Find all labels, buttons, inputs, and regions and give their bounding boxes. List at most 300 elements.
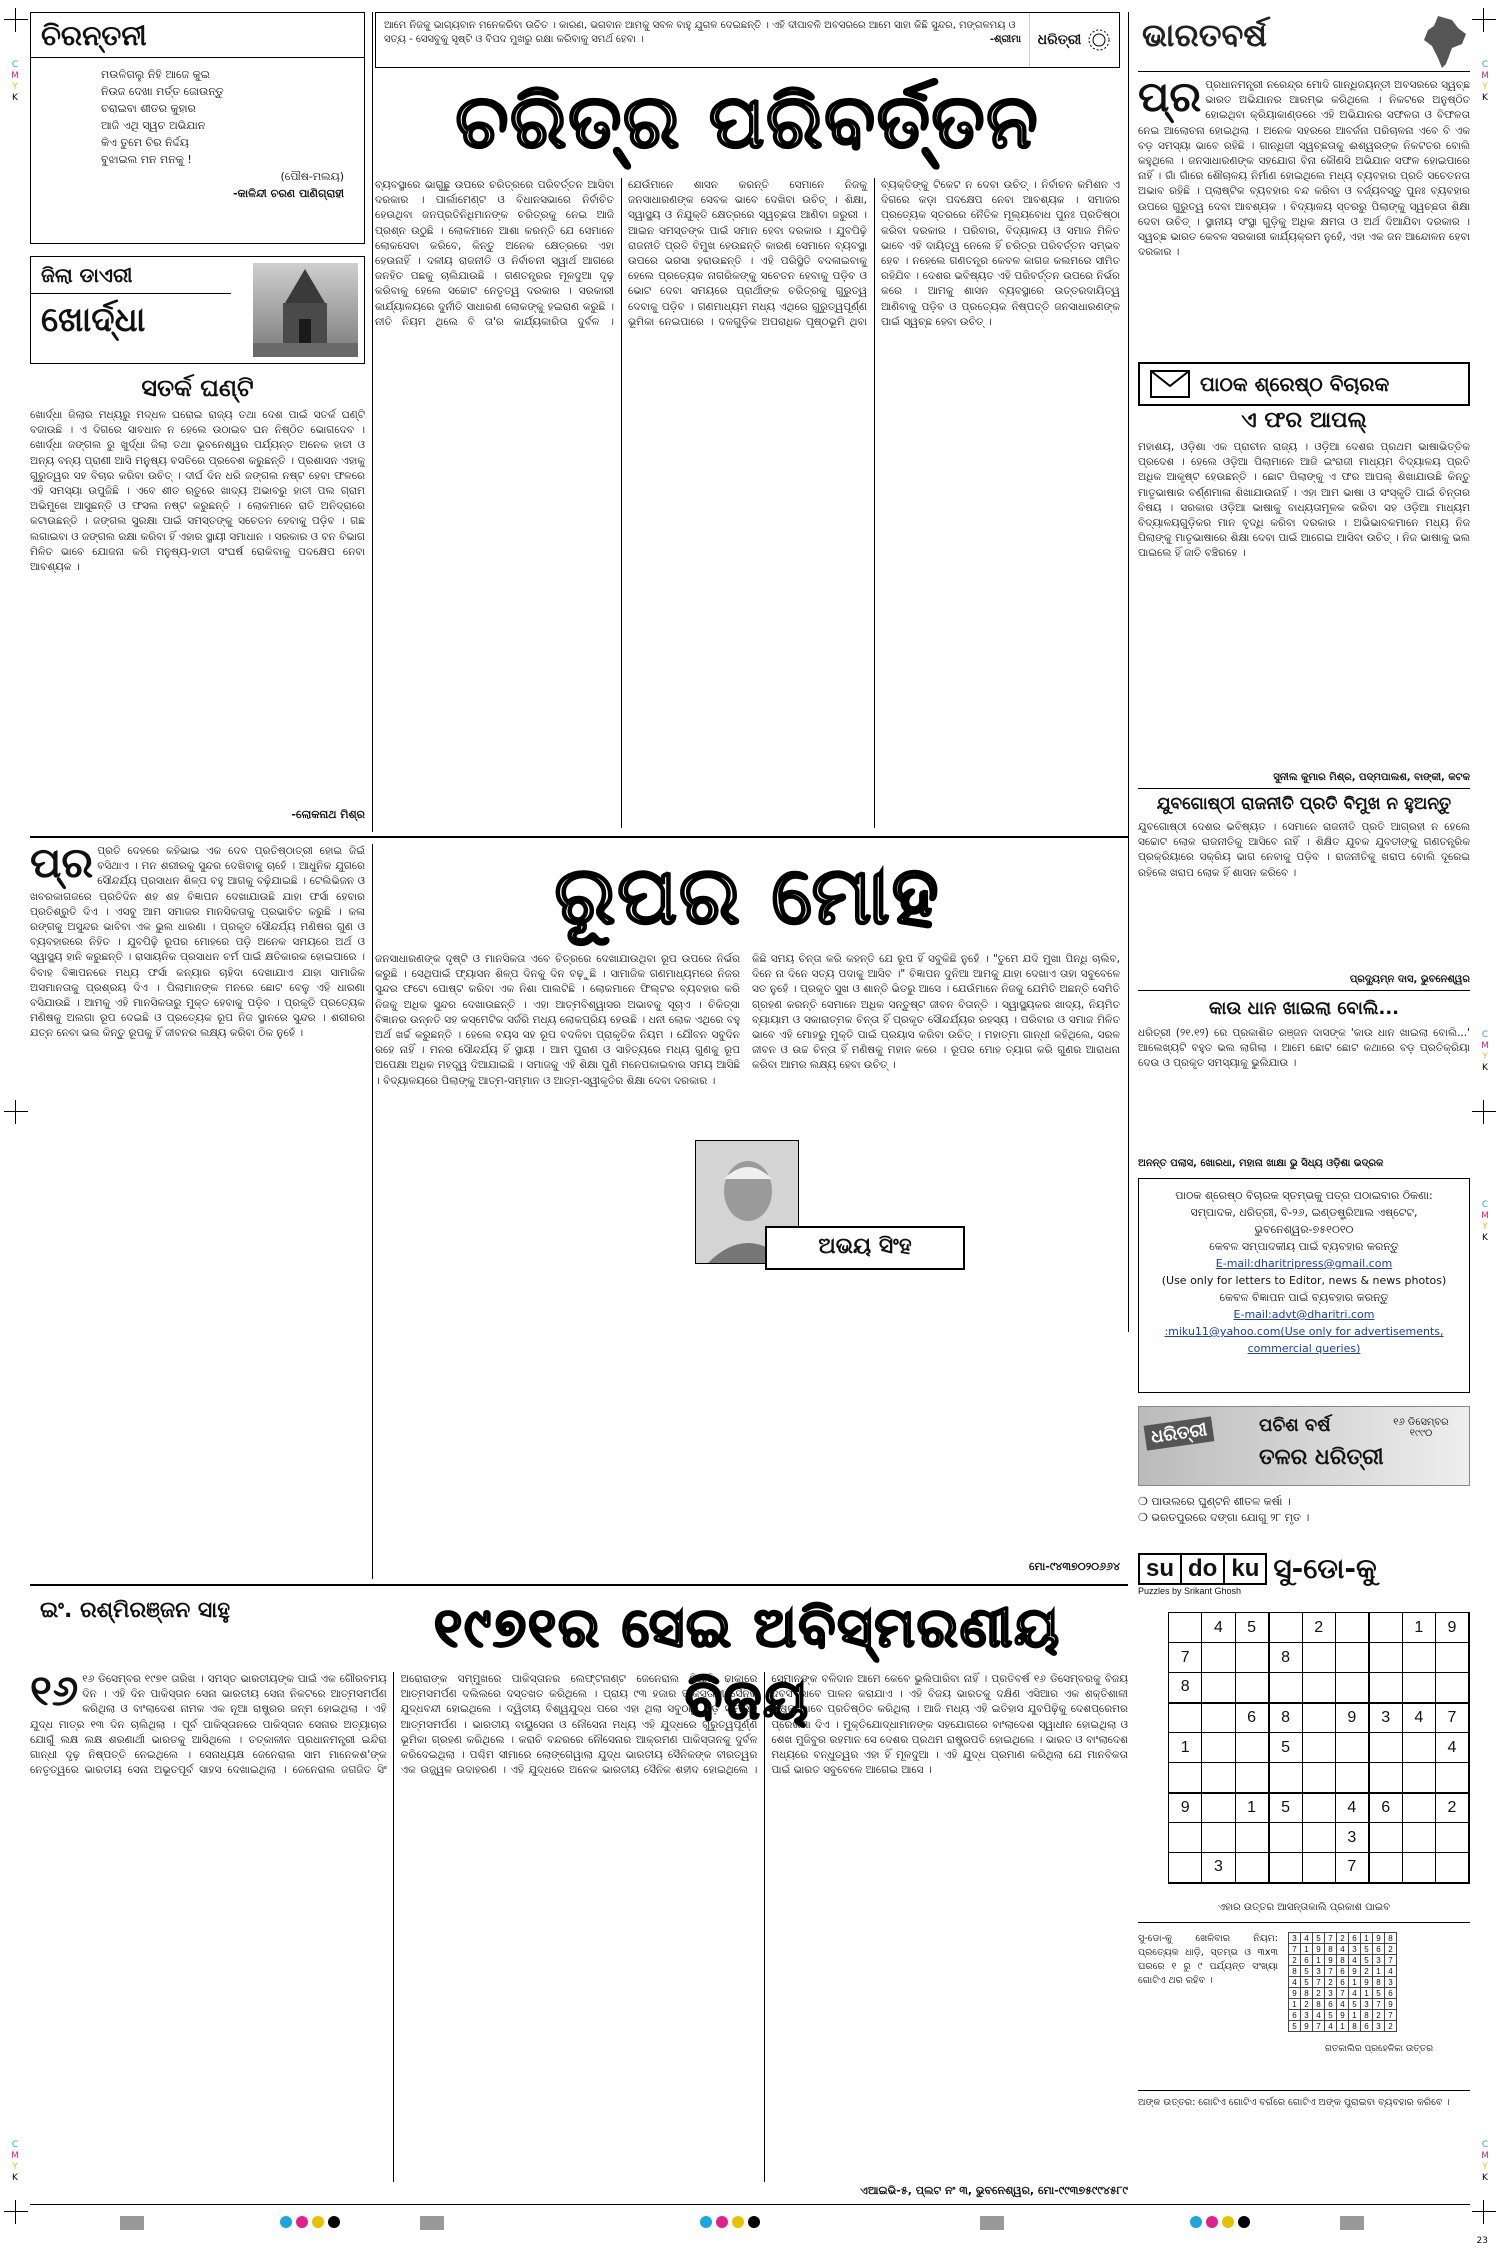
sudoku-cell[interactable]: 4 bbox=[1202, 1613, 1235, 1643]
sudoku-cell[interactable] bbox=[1302, 1853, 1335, 1883]
sudoku-cell[interactable] bbox=[1402, 1733, 1435, 1763]
sudoku-cell[interactable] bbox=[1335, 1673, 1368, 1703]
sudoku-cell[interactable] bbox=[1235, 1853, 1268, 1883]
dropcap: ପ୍ର bbox=[30, 844, 94, 887]
sudoku-cell[interactable] bbox=[1302, 1643, 1335, 1673]
solution-cell: 9 bbox=[1361, 1977, 1373, 1988]
sudoku-cell[interactable] bbox=[1335, 1763, 1368, 1793]
sudoku-cell[interactable] bbox=[1335, 1643, 1368, 1673]
letter2-body bbox=[1138, 820, 1470, 970]
sudoku-cell[interactable] bbox=[1235, 1673, 1268, 1703]
letter2-author: ପ୍ରଦ୍ୟୁମ୍ନ ଦାସ, ଭୁବନେଶ୍ୱର bbox=[1349, 974, 1470, 985]
registration-mark-right-mid2: C M Y K bbox=[1481, 1200, 1489, 1243]
sudoku-cell[interactable] bbox=[1369, 1643, 1402, 1673]
letter2-title: ଯୁବଗୋଷ୍ଠୀ ରାଜନୀତି ପ୍ରତି ବିମୁଖ ନ ହୁଅନ୍ତୁ bbox=[1156, 794, 1452, 814]
solution-cell: 5 bbox=[1325, 2010, 1337, 2021]
sudoku-grid[interactable] bbox=[1168, 1612, 1470, 1884]
sudoku-cell[interactable]: 6 bbox=[1369, 1793, 1402, 1823]
sudoku-cell[interactable] bbox=[1402, 1673, 1435, 1703]
solution-cell: 1 bbox=[1361, 1933, 1373, 1944]
article3-byline: ଇଂ. ରଶ୍ମିରଞ୍ଜନ ସାହୁ bbox=[40, 1598, 231, 1623]
quote-body: ଆମେ ନିଜକୁ ଭାଗ୍ୟବାନ ମନେକରିବା ଉଚିତ । କାରଣ, ଭଗବାନ ଆମକୁ ସବଳ ବାହୁ ଯୁଗଳ ଦେଇଛନ୍ତି । ଏହି ଦୀପାବଳି ଅବସରରେ ଆମେ ସାହା କିଛି ସୁନ୍ଦର, ମଙ୍ଗଳମୟ ଓ ସତ୍ୟ - ସେସବୁକୁ ସୃଷ୍ଟି ଓ ବିପଦ ମୁଖରୁ ରକ୍ଷା କରିବାକୁ ସମର୍ଥ ହେବା । bbox=[384, 20, 1016, 45]
sudoku-cell[interactable] bbox=[1202, 1673, 1235, 1703]
solution-cell: 1 bbox=[1349, 2010, 1361, 2021]
registration-mark-right: C M Y K bbox=[1481, 60, 1489, 103]
sudoku-solution bbox=[1288, 1932, 1397, 2032]
section-title: ଭାରତବର୍ଷ bbox=[1142, 16, 1267, 54]
flashback-title1: ପଚିଶ ବର୍ଷ bbox=[1259, 1415, 1331, 1436]
contact-email1[interactable]: E-mail:dharitripress@gmail.com bbox=[1215, 1257, 1393, 1270]
sudoku-cell[interactable] bbox=[1369, 1733, 1402, 1763]
letters-header bbox=[1138, 362, 1470, 406]
color-bar bbox=[1340, 2216, 1364, 2230]
solution-cell: 2 bbox=[1385, 2021, 1397, 2032]
quote-banner bbox=[375, 12, 1120, 68]
article2-right-text: କିଛି ସମୟ ଚିନ୍ତା କରି କହନ୍ତି ଯେ ରୂପ ହିଁ ସବୁକିଛି ନୁହେଁ । "ତୁମେ ଯଦି ମୁଖା ପିନ୍ଧି ଚାଲିବ, ଦିନେ ନା ଦିନେ ସତ୍ୟ ପଦାକୁ ଆସିବ ।" ବିଜ୍ଞାପନ ଦୁନିଆ ଆମକୁ ଯାହା ଦେଖାଏ ତାହା ସବୁବେଳେ ସତ ନୁହେଁ । ପ୍ରକୃତ ସୁଖ ଓ ଶାନ୍ତି ଭିତରୁ ଆସେ । ଯେଉଁମାନେ ନିଜକୁ ଯେମିତି ଅଛନ୍ତି ସେମିତି ଗ୍ରହଣ କରନ୍ତି ସେମାନେ ଅଧିକ ସନ୍ତୁଷ୍ଟ ଜୀବନ ବିତାନ୍ତି । ସ୍ୱାସ୍ଥ୍ୟକର ଖାଦ୍ୟ, ନିୟମିତ ବ୍ୟାୟାମ ଓ ସକାରାତ୍ମକ ଚିନ୍ତା ହିଁ ପ୍ରକୃତ ସୌନ୍ଦର୍ଯ୍ୟର ରହସ୍ୟ । ପରିବାର ଓ ସମାଜ ମିଳିତ ଭାବେ ଏହି ମୋହରୁ ମୁକ୍ତି ପାଇଁ ପ୍ରୟାସ କରିବା ଉଚିତ୍ । ମହାତ୍ମା ଗାନ୍ଧୀ କହିଥିଲେ, ସରଳ ଜୀବନ ଓ ଉଚ୍ଚ ଚିନ୍ତା ହିଁ ମଣିଷକୁ ମହାନ କରେ । ରୂପର ମୋହ ତ୍ୟାଗ କରି ଗୁଣର ଆରାଧନା କରିବା ଆମର ଲକ୍ଷ୍ୟ ହେବା ଉଚିତ୍ । bbox=[752, 953, 1120, 1072]
crop-mark bbox=[1472, 1100, 1496, 1124]
column-rule bbox=[1128, 12, 1129, 1332]
solution-cell: 6 bbox=[1301, 1955, 1313, 1966]
sudoku-cell[interactable] bbox=[1202, 1763, 1235, 1793]
solution-cell: 1 bbox=[1289, 1999, 1301, 2010]
sudoku-cell[interactable] bbox=[1269, 1853, 1302, 1883]
sudoku-cell[interactable] bbox=[1369, 1673, 1402, 1703]
sudoku-cell[interactable] bbox=[1436, 1673, 1470, 1703]
solution-cell: 1 bbox=[1361, 1988, 1373, 1999]
alert-title: ସତର୍କ ଘଣ୍ଟି bbox=[141, 374, 254, 402]
sudoku-cell[interactable]: 3 bbox=[1202, 1853, 1235, 1883]
sudoku-cell[interactable] bbox=[1436, 1643, 1470, 1673]
sudoku-cell[interactable]: 7 bbox=[1169, 1643, 1202, 1673]
contact-email3[interactable]: :miku11@yahoo.com(Use only for advertisements, commercial queries) bbox=[1164, 1325, 1444, 1355]
solution-cell: 4 bbox=[1349, 1988, 1361, 1999]
sudoku-cell[interactable]: 9 bbox=[1436, 1613, 1470, 1643]
solution-cell: 4 bbox=[1325, 2021, 1337, 2032]
sudoku-cell[interactable] bbox=[1169, 1823, 1202, 1853]
sudoku-cell[interactable] bbox=[1169, 1853, 1202, 1883]
color-bar bbox=[280, 2216, 340, 2230]
letter1-body-text: ମହାଶୟ, ଓଡ଼ିଶା ଏକ ପ୍ରାଚୀନ ରାଜ୍ୟ । ଓଡ଼ିଆ ଦେଶର ପ୍ରଥମ ଭାଷାଭିତ୍ତିକ ପ୍ରଦେଶ । ହେଲେ ଓଡ଼ିଆ ପିଲାମାନେ ଆଜି ଇଂରାଜୀ ମାଧ୍ୟମ ବିଦ୍ୟାଳୟ ପ୍ରତି ଅଧିକ ଆକୃଷ୍ଟ ହେଉଛନ୍ତି । ଛୋଟ ପିଲାଙ୍କୁ ଏ ଫର ଆପଲ୍ ଶିଖାଯାଉଛି କିନ୍ତୁ ମାତୃଭାଷାର ବର୍ଣ୍ଣମାଳା ଶିଖାଯାଉନାହିଁ । ଏହା ଆମ ଭାଷା ଓ ସଂସ୍କୃତି ପାଇଁ ଚିନ୍ତାର ବିଷୟ । ସରକାର ଓଡ଼ିଆ ଭାଷାକୁ ବାଧ୍ୟତାମୂଳକ କରିବା ସହ ଓଡ଼ିଆ ମାଧ୍ୟମ ବିଦ୍ୟାଳୟଗୁଡ଼ିକର ମାନ ବୃଦ୍ଧି କରିବା ଦରକାର । ଅଭିଭାବକମାନେ ମଧ୍ୟ ନିଜ ପିଲାଙ୍କୁ ମାତୃଭାଷାରେ ଶିକ୍ଷା ଦେବା ପାଇଁ ଆଗେଇ ଆସିବା ଉଚିତ୍ । ନିଜ ଭାଷାକୁ ଭଲ ପାଇଲେ ହିଁ ଜାତି ବଞ୍ଚିରହେ । bbox=[1138, 441, 1470, 560]
letter1-title: ଏ ଫର ଆପଲ୍ bbox=[1241, 408, 1367, 433]
sudoku-cell[interactable] bbox=[1302, 1823, 1335, 1853]
solution-cell: 2 bbox=[1337, 1933, 1349, 1944]
letter3-body-text: ଧରିତ୍ରୀ (୨୧.୧୨) ରେ ପ୍ରକାଶିତ ରଞ୍ଜନ ଦାସଙ୍କ 'କାଉ ଧାନ ଖାଇଲା ବୋଲି...' ଆଲେଖ୍ୟଟି ବହୁତ ଭଲ ଲାଗିଲା । ଆମେ ଛୋଟ ଛୋଟ କଥାରେ ବଡ଼ ପ୍ରତିକ୍ରିୟା ଦେଉ ଓ ପ୍ରକୃତ ସମସ୍ୟାକୁ ଭୁଲିଯାଉ । bbox=[1138, 1027, 1470, 1070]
sudoku-cell[interactable] bbox=[1402, 1643, 1435, 1673]
solution-cell: 9 bbox=[1325, 1955, 1337, 1966]
bharatbarsha-body-text: ପ୍ରଧାନମନ୍ତ୍ରୀ ନରେନ୍ଦ୍ର ମୋଦି ଗାନ୍ଧିଜୟନ୍ତୀ ଅବସରରେ ସ୍ୱଚ୍ଛ ଭାରତ ଅଭିଯାନର ଆରମ୍ଭ କରିଥିଲେ । ନିକଟରେ ଅନୁଷ୍ଠିତ ହୋଇଥିବା କ୍ରିୟାକାଣ୍ଡରେ ଏହି ଅଭିଯାନର ସଫଳତା ଓ ବିଫଳତା ନେଇ ଆଲୋଚନା ହୋଇଥିଲା । ଅନେକ ସହରରେ ଆବର୍ଜନା ପରିଚାଳନା ଏବେ ବି ଏକ ବଡ଼ ସମସ୍ୟା ଭାବେ ରହିଛି । ଗାନ୍ଧିଜୀ ସ୍ୱଚ୍ଛତାକୁ ଈଶ୍ୱରଙ୍କ ନିକଟତର ବୋଲି କହୁଥିଲେ । ଜନସାଧାରଣଙ୍କ ସହଯୋଗ ବିନା କୌଣସି ଅଭିଯାନ ସଫଳ ହୋଇପାରେ ନାହିଁ । ଗାଁ ଗାଁରେ ଶୌଚାଳୟ ନିର୍ମାଣ ହୋଇଥିଲେ ମଧ୍ୟ ବ୍ୟବହାର ପ୍ରତି ସଚେତନତା ଅଭାବ ରହିଛି । ପ୍ଲାଷ୍ଟିକ ବ୍ୟବହାର ବନ୍ଦ କରିବା ଓ ବର୍ଜ୍ୟବସ୍ତୁ ପୁନଃ ବ୍ୟବହାର ଉପରେ ଗୁରୁତ୍ୱ ଦେବା ଆବଶ୍ୟକ । ବିଦ୍ୟାଳୟ ସ୍ତରରୁ ପିଲାଙ୍କୁ ସ୍ୱଚ୍ଛତା ଶିକ୍ଷା ଦେବା ଉଚିତ୍ । ସ୍ଥାନୀୟ ସଂସ୍ଥା ଗୁଡ଼ିକୁ ଅଧିକ କ୍ଷମତା ଓ ଅର୍ଥ ଦିଆଯିବା ଦରକାର । ସ୍ୱଚ୍ଛ ଭାରତ କେବଳ ସରକାରୀ କାର୍ଯ୍ୟକ୍ରମ ନୁହେଁ, ଏହା ଏକ ଜନ ଆନ୍ଦୋଳନ ହେବା ଦରକାର । bbox=[1138, 79, 1470, 259]
solution-cell: 4 bbox=[1349, 1955, 1361, 1966]
sudoku-cell[interactable] bbox=[1235, 1763, 1268, 1793]
divider bbox=[1138, 2090, 1470, 2091]
solution-cell: 1 bbox=[1301, 1944, 1313, 1955]
registration-mark-right-mid: C M Y K bbox=[1481, 1030, 1489, 1073]
poem-line: ମଉଳିଗଲୁ ନିହି ଆଜେ କୁଇ bbox=[101, 68, 210, 81]
letter3-body bbox=[1138, 1026, 1470, 1156]
sudoku-cell[interactable]: 6 bbox=[1235, 1703, 1268, 1733]
poem-line: ଚରାଇବା ଶୀତର କୁହାର bbox=[101, 102, 196, 115]
color-bar bbox=[1190, 2216, 1250, 2230]
temple-icon bbox=[253, 263, 358, 357]
sudoku-cell[interactable]: 5 bbox=[1235, 1613, 1268, 1643]
district-label: ଜିଲା ଡାଏରୀ bbox=[31, 257, 231, 294]
contact-email-label: କେବଳ ସମ୍ପାଦକୀୟ ପାଇଁ ବ୍ୟବହାର କରନ୍ତୁ bbox=[1209, 1240, 1399, 1253]
flashback-date: ୧୬ ଡିସେମ୍ବର ୧୯୯୦ bbox=[1393, 1417, 1449, 1439]
sudoku-cell[interactable] bbox=[1369, 1613, 1402, 1643]
newspaper-page bbox=[30, 12, 1470, 2212]
article2-mid-text: ଜନସାଧାରଣଙ୍କ ଦୃଷ୍ଟି ଓ ମାନସିକତା ଏବେ ଚିତ୍ରରେ ଦେଖାଯାଉଥିବା ରୂପ ଉପରେ ନିର୍ଭର କରୁଛି । ସେଥିପାଇଁ ଫ୍ୟାସନ ଶିଳ୍ପ ଦିନକୁ ଦିନ ବଢ଼ୁଛି । ସାମାଜିକ ଗଣମାଧ୍ୟମରେ ନିଜର ସୁନ୍ଦର ଫଟୋ ପୋଷ୍ଟ କରିବା ଏକ ନିଶା ପାଲଟିଛି । ଲୋକମାନେ ଫିଲ୍ଟର ବ୍ୟବହାର କରି ନିଜକୁ ଅଧିକ ସୁନ୍ଦର ଦେଖାଉଛନ୍ତି । ଏହା ଆତ୍ମବିଶ୍ୱାସର ଅଭାବକୁ ସୂଚାଏ । ଚିକିତ୍ସା ବିଜ୍ଞାନର ଉନ୍ନତି ସହ କସ୍ମେଟିକ ସର୍ଜରି ମଧ୍ୟ ଲୋକପ୍ରିୟ ହେଉଛି । ଧନୀ ଲୋକ ଏଥିରେ ବହୁ ଅର୍ଥ ଖର୍ଚ୍ଚ କରୁଛନ୍ତି । ହେଲେ ବୟସ ସହ ରୂପ ବଦଳିବା ପ୍ରାକୃତିକ ନିୟମ । ଯୌବନ ସବୁଦିନ ରହେ ନାହିଁ । ମନର ସୌନ୍ଦର୍ଯ୍ୟ ହିଁ ସ୍ଥାୟୀ । ଆମ ପୁରାଣ ଓ ସାହିତ୍ୟରେ ମଧ୍ୟ ଗୁଣକୁ ରୂପ ଅପେକ୍ଷା ଅଧିକ ମହତ୍ତ୍ୱ ଦିଆଯାଇଛି । ସମାଜକୁ ଏହି ଶିକ୍ଷା ପୁଣି ମନେପକାଇବାର ସମୟ ଆସିଛି । ବିଦ୍ୟାଳୟରେ ପିଲାଙ୍କୁ ଆତ୍ମ-ସମ୍ମାନ ଓ ଆତ୍ମ-ସ୍ୱୀକୃତିର ଶିକ୍ଷା ଦେବା ଦରକାର । bbox=[375, 953, 740, 1087]
solution-cell: 4 bbox=[1337, 1944, 1349, 1955]
solution-cell: 9 bbox=[1385, 1999, 1397, 2010]
sudoku-cell[interactable] bbox=[1436, 1823, 1470, 1853]
sudoku-cell[interactable]: 8 bbox=[1269, 1703, 1302, 1733]
solution-cell: 8 bbox=[1337, 1955, 1349, 1966]
yellow-dot bbox=[1222, 2216, 1234, 2228]
contact-email2-label: କେବଳ ବିଜ୍ଞାପନ ପାଇଁ ବ୍ୟବହାର କରନ୍ତୁ bbox=[1219, 1291, 1389, 1304]
magenta-dot bbox=[296, 2216, 308, 2228]
solution-cell: 9 bbox=[1289, 1988, 1301, 1999]
sudoku-cell[interactable] bbox=[1402, 1823, 1435, 1853]
solution-cell: 9 bbox=[1349, 1966, 1361, 1977]
alert-author: -ଲୋକନାଥ ମିଶ୍ର bbox=[291, 808, 365, 821]
solution-cell: 3 bbox=[1349, 1944, 1361, 1955]
page-number: 23 bbox=[1476, 2236, 1488, 2246]
sudoku-cell[interactable] bbox=[1235, 1823, 1268, 1853]
solution-cell: 8 bbox=[1361, 2010, 1373, 2021]
solution-cell: 5 bbox=[1361, 1955, 1373, 1966]
sudoku-cell[interactable] bbox=[1269, 1613, 1302, 1643]
chirantani-title: ଚିରନ୍ତନୀ bbox=[31, 13, 364, 58]
article1-body bbox=[375, 178, 1120, 828]
letter3-title: କାଉ ଧାନ ଖାଇଲା ବୋଲି... bbox=[1209, 998, 1399, 1019]
chirantani-box bbox=[30, 12, 365, 244]
solution-cell: 1 bbox=[1313, 1955, 1325, 1966]
solution-cell: 2 bbox=[1373, 2010, 1385, 2021]
solution-cell: 9 bbox=[1337, 2010, 1349, 2021]
poem-poet: -କାଳିନ୍ଦୀ ଚରଣ ପାଣିଗ୍ରାହୀ bbox=[232, 187, 344, 200]
solution-cell: 2 bbox=[1289, 1955, 1301, 1966]
solution-cell: 7 bbox=[1325, 1966, 1337, 1977]
solution-cell: 6 bbox=[1385, 1988, 1397, 1999]
sudoku-cell[interactable] bbox=[1402, 1763, 1435, 1793]
cyan-dot bbox=[280, 2216, 292, 2228]
alert-article bbox=[30, 370, 365, 830]
color-bar bbox=[420, 2216, 444, 2230]
sudoku-cell[interactable]: 1 bbox=[1169, 1733, 1202, 1763]
article3-body bbox=[30, 1672, 1128, 2182]
sudoku-cell[interactable] bbox=[1269, 1673, 1302, 1703]
divider bbox=[1138, 1922, 1470, 1923]
quote-text bbox=[376, 13, 1029, 67]
poem-source: (ପୌଷ-ମଲୟ) bbox=[280, 170, 344, 183]
letter3-author: ଅନନ୍ତ ପଲାସ, ଖୋରଧା, ମହାନା ଖାକ୍ଷା ଭୁ ସିଧ୍ୟ ଓଡ଼ିଶା ଭଦ୍ରକ bbox=[1138, 1158, 1384, 1169]
sudoku-cell[interactable]: 7 bbox=[1335, 1853, 1368, 1883]
solution-cell: 8 bbox=[1349, 2021, 1361, 2032]
sudoku-cell[interactable] bbox=[1369, 1853, 1402, 1883]
envelope-icon bbox=[1150, 370, 1190, 398]
solution-cell: 6 bbox=[1361, 2021, 1373, 2032]
crop-mark bbox=[1472, 8, 1496, 32]
solution-cell: 7 bbox=[1313, 1977, 1325, 1988]
sun-emblem-icon bbox=[1087, 28, 1111, 52]
sudoku-answer-note: ଏହାର ଉତ୍ତର ଆସନ୍ତାକାଲି ପ୍ରକାଶ ପାଇବ bbox=[1217, 1902, 1391, 1913]
crop-mark bbox=[4, 1100, 28, 1124]
sudoku-cell[interactable]: 2 bbox=[1436, 1793, 1470, 1823]
solution-cell: 1 bbox=[1349, 1977, 1361, 1988]
sudoku-rules: ସୁ-ଡୋ-କୁ ଖେଳିବାର ନିୟମ: ପ୍ରତ୍ୟେକ ଧାଡ଼ି, ସ୍ତମ୍ଭ ଓ ୩x୩ ଘରରେ ୧ ରୁ ୯ ପର୍ଯ୍ୟନ୍ତ ସଂଖ୍ୟା ଗୋଟିଏ ଥର ରହିବ । bbox=[1138, 1933, 1278, 1986]
solution-cell: 6 bbox=[1325, 1999, 1337, 2010]
poem-line: ବୁଝାଇଲ ମନ ମନକୁ ! bbox=[101, 153, 192, 166]
temple-photo bbox=[253, 263, 358, 357]
sudoku-logo-part: ku bbox=[1231, 1555, 1260, 1582]
india-map-icon bbox=[1418, 14, 1470, 70]
sudoku-cell[interactable] bbox=[1269, 1823, 1302, 1853]
letter1-body bbox=[1138, 440, 1470, 770]
solution-cell: 8 bbox=[1289, 1966, 1301, 1977]
sudoku-cell[interactable] bbox=[1335, 1733, 1368, 1763]
solution-cell: 4 bbox=[1313, 2010, 1325, 2021]
sudoku-cell[interactable] bbox=[1402, 1793, 1435, 1823]
cyan-dot bbox=[1190, 2216, 1202, 2228]
flashback-banner bbox=[1138, 1406, 1470, 1486]
alert-body bbox=[30, 408, 365, 808]
contact-email2[interactable]: E-mail:advt@dharitri.com bbox=[1233, 1308, 1375, 1321]
sudoku-cell[interactable]: 4 bbox=[1436, 1733, 1470, 1763]
solution-cell: 7 bbox=[1337, 1988, 1349, 1999]
flashback-items: ❍ ପାଉଲରେ ଘୁଣ୍ଟନି ଶୀତଳ କର୍ଷା । ❍ ଭରତପୁରରେ ଦଙ୍ଗା ଯୋଗୁ ୨୮ ମୃତ । bbox=[1138, 1495, 1310, 1524]
solution-cell: 7 bbox=[1313, 2021, 1325, 2032]
solution-cell: 4 bbox=[1385, 1966, 1397, 1977]
flashback-item: ପାଉଲରେ ଘୁଣ୍ଟନି ଶୀତଳ କର୍ଷା । bbox=[1151, 1495, 1291, 1508]
sudoku-cell[interactable] bbox=[1269, 1763, 1302, 1793]
color-bar bbox=[980, 2216, 1004, 2230]
solution-cell: 2 bbox=[1313, 1988, 1325, 1999]
sudoku-cell[interactable]: 5 bbox=[1269, 1793, 1302, 1823]
sudoku-cell[interactable]: 3 bbox=[1335, 1823, 1368, 1853]
crop-mark bbox=[4, 2200, 28, 2224]
sudoku-cell[interactable] bbox=[1402, 1853, 1435, 1883]
solution-cell: 7 bbox=[1373, 1999, 1385, 2010]
solution-cell: 6 bbox=[1349, 1933, 1361, 1944]
flashback-brand: ଧରିତ୍ରୀ bbox=[1144, 1416, 1215, 1450]
article3-title: ୧୯୭୧ର ସେଇ ଅବିସ୍ମରଣୀୟ ବିଜୟ bbox=[434, 1596, 1061, 1731]
sudoku-cell[interactable]: 4 bbox=[1335, 1793, 1368, 1823]
sudoku-cell[interactable] bbox=[1202, 1733, 1235, 1763]
solution-cell: 3 bbox=[1313, 1966, 1325, 1977]
sudoku-cell[interactable]: 7 bbox=[1436, 1703, 1470, 1733]
article2-byline: ଅଭୟ ସିଂହ bbox=[765, 1226, 965, 1270]
solution-cell: 5 bbox=[1289, 2021, 1301, 2032]
solution-cell: 6 bbox=[1337, 1977, 1349, 1988]
color-bar bbox=[120, 2216, 144, 2230]
yellow-dot bbox=[312, 2216, 324, 2228]
sudoku-prev-label: ଗତକାଲିର ପ୍ରହେଳିକା ଉତ୍ତର bbox=[1324, 2044, 1434, 2054]
solution-cell: 8 bbox=[1301, 1988, 1313, 1999]
sudoku-cell[interactable] bbox=[1169, 1703, 1202, 1733]
magenta-dot bbox=[1206, 2216, 1218, 2228]
solution-cell: 6 bbox=[1289, 2010, 1301, 2021]
article2-left-text: ପ୍ରତି ଦେହରେ କହିଭାଇ ଏକ ଦେବ ପ୍ରତିଷ୍ଠାତ୍ରୀ ହୋଇ ଜିଇଁ ବସିଥାଏ । ମନ ଶରୀରକୁ ସୁନ୍ଦର ଦେଖିବାକୁ ଚାହେଁ । ଆଧୁନିକ ଯୁଗରେ ସୌନ୍ଦର୍ଯ୍ୟ ପ୍ରସାଧନ ଶିଳ୍ପ ବହୁ ଆଗକୁ ବଢ଼ିଯାଇଛି । ଟେଲିଭିଜନ ଓ ଖବରକାଗଜରେ ପ୍ରତିଦିନ ଶହ ଶହ ବିଜ୍ଞାପନ ଦେଖାଯାଉଛି ଯାହା ଫର୍ସା ହେବାର ପ୍ରତିଶ୍ରୁତି ଦିଏ । ଏସବୁ ଆମ ସମାଜର ମାନସିକତାକୁ ପ୍ରଭାବିତ କରୁଛି । କଳା ରଙ୍ଗକୁ ଅସୁନ୍ଦର ଭାବିବା ଏକ ଭୁଲ ଧାରଣା । ପ୍ରକୃତ ସୌନ୍ଦର୍ଯ୍ୟ ମଣିଷର ଗୁଣ ଓ ବ୍ୟବହାରରେ ନିହିତ । ଯୁବପିଢ଼ି ରୂପର ମୋହରେ ପଡ଼ି ଅନେକ ସମୟରେ ଅର୍ଥ ଓ ସ୍ୱାସ୍ଥ୍ୟ ହାନି କରୁଛନ୍ତି । ରାସାୟନିକ ପ୍ରସାଧନ ଚର୍ମ ପାଇଁ କ୍ଷତିକାରକ ହୋଇପାରେ । ବିବାହ ବିଜ୍ଞାପନରେ ମଧ୍ୟ ଫର୍ସା କନ୍ୟାର ଚାହିଦା ଦେଖାଯାଏ ଯାହା ସାମାଜିକ ଅସମାନତାକୁ ପ୍ରଶ୍ରୟ ଦିଏ । ପିଲାମାନଙ୍କ ମନରେ ଛୋଟ ବେଳୁ ଏହି ଧାରଣା ବସିଯାଉଛି । ଆମକୁ ଏହି ମାନସିକତାରୁ ମୁକ୍ତ ହେବାକୁ ପଡ଼ିବ । ପ୍ରକୃତି ପ୍ରତ୍ୟେକ ମଣିଷକୁ ଅଲଗା ରୂପ ଦେଇଛି ଓ ପ୍ରତ୍ୟେକ ରୂପ ନିଜ ସ୍ଥାନରେ ସୁନ୍ଦର । ଶରୀରର ଯତ୍ନ ନେବା ଭଲ କିନ୍ତୁ ରୂପକୁ ହିଁ ଜୀବନର ଲକ୍ଷ୍ୟ କରିବା ଠିକ ନୁହେଁ । bbox=[30, 845, 365, 1040]
brand-name: ଧରିତ୍ରୀ bbox=[1037, 32, 1082, 48]
sudoku-cell[interactable]: 1 bbox=[1402, 1613, 1435, 1643]
article1-title: ଚରିତ୍ର ପରିବର୍ତ୍ତନ bbox=[455, 79, 1040, 165]
sudoku-logo-part: do bbox=[1182, 1555, 1225, 1583]
article1-body-text: ବ୍ୟବସ୍ଥାରେ ଭାଗୁଛୁ ଉପରେ ଚରିତ୍ରରେ ପରିବର୍ତ୍ତନ ଆସିବା ଦରକାର । ପାର୍ଲାମେଣ୍ଟ ଓ ବିଧାନସଭାରେ ନିର୍ବାଚିତ ହେଉଥିବା ଜନପ୍ରତିନିଧିମାନଙ୍କ ଚରିତ୍ରକୁ ନେଇ ଆଜି ପ୍ରଶ୍ନ ଉଠୁଛି । ଲୋକମାନେ ଆଶା କରନ୍ତି ଯେ ସେମାନେ ଲୋକସେବା କରିବେ, କିନ୍ତୁ ଅନେକ କ୍ଷେତ୍ରରେ ଏହା ହେଉନାହିଁ । ଦଳୀୟ ରାଜନୀତି ଓ ନିର୍ବାଚନୀ ସ୍ୱାର୍ଥ ଆଗରେ ଜନହିତ ପଛକୁ ଚାଲିଯାଉଛି । ଗଣତନ୍ତ୍ରର ମୂଳଦୁଆ ଦୃଢ଼ କରିବାକୁ ହେଲେ ସଚ୍ଚୋଟ ନେତୃତ୍ୱ ଦରକାର । ସରକାରୀ କାର୍ଯ୍ୟାଳୟରେ ଦୁର୍ନୀତି ସାଧାରଣ ଲୋକଙ୍କୁ ହଇରାଣ କରୁଛି । ନୀତି ନିୟମ ଥିଲେ ବି ତା'ର କାର୍ଯ୍ୟକାରିତା ଦୁର୍ବଳ । ଯେଉଁମାନେ ଶାସନ କରନ୍ତି ସେମାନେ ନିଜକୁ ଜନସାଧାରଣଙ୍କ ସେବକ ଭାବେ ଦେଖିବା ଉଚିତ୍ । ଶିକ୍ଷା, ସ୍ୱାସ୍ଥ୍ୟ ଓ ନିଯୁକ୍ତି କ୍ଷେତ୍ରରେ ସ୍ୱଚ୍ଛତା ଆଣିବା ଜରୁରୀ । ଆଇନ ସମସ୍ତଙ୍କ ପାଇଁ ସମାନ ହେବା ଦରକାର । ଯୁବପିଢ଼ି ରାଜନୀତି ପ୍ରତି ବିମୁଖ ହେଉଛନ୍ତି କାରଣ ସେମାନେ ବ୍ୟବସ୍ଥା ଉପରେ ଭରସା ହରାଉଛନ୍ତି । ଏହି ପରିସ୍ଥିତି ବଦଳାଇବାକୁ ହେଲେ ପ୍ରତ୍ୟେକ ନାଗରିକଙ୍କୁ ସଚେତନ ହେବାକୁ ପଡ଼ିବ ଓ ଭୋଟ ଦେବା ସମୟରେ ପ୍ରାର୍ଥୀଙ୍କ ଚରିତ୍ରକୁ ଗୁରୁତ୍ୱ ଦେବାକୁ ପଡ଼ିବ । ଗଣମାଧ୍ୟମ ମଧ୍ୟ ଏଥିରେ ଗୁରୁତ୍ୱପୂର୍ଣ୍ଣ ଭୂମିକା ନେଇପାରେ । ଦଳଗୁଡ଼ିକ ଅପରାଧିକ ପୃଷ୍ଠଭୂମି ଥିବା ବ୍ୟକ୍ତିଙ୍କୁ ଟିକେଟ ନ ଦେବା ଉଚିତ୍ । ନିର୍ବାଚନ କମିଶନ ଏ ଦିଗରେ କଡ଼ା ପଦକ୍ଷେପ ନେବା ଆବଶ୍ୟକ । ସମାଜର ପ୍ରତ୍ୟେକ ସ୍ତରରେ ନୈତିକ ମୂଲ୍ୟବୋଧ ପୁନଃ ପ୍ରତିଷ୍ଠା କରିବା ଦରକାର । ପରିବାର, ବିଦ୍ୟାଳୟ ଓ ସମାଜ ମିଳିତ ଭାବେ ଏହି ଦାୟିତ୍ୱ ନେଲେ ହିଁ ଚରିତ୍ର ପରିବର୍ତ୍ତନ ସମ୍ଭବ ହେବ । ନହେଲେ ଗଣତନ୍ତ୍ର କେବଳ କାଗଜ କଲମରେ ସୀମିତ ରହିଯିବ । ଦେଶର ଭବିଷ୍ୟତ ଏହି ପରିବର୍ତ୍ତନ ଉପରେ ନିର୍ଭର କରେ । ଆମକୁ ଶାସନ ବ୍ୟବସ୍ଥାରେ ଉତ୍ତରଦାୟିତ୍ୱ ଆଣିବାକୁ ପଡ଼ିବ ଓ ପ୍ରତ୍ୟେକ ନିଷ୍ପତ୍ତି ଜନସାଧାରଣଙ୍କ ପାଇଁ ସ୍ୱଚ୍ଛ ହେବା ଉଚିତ୍ । bbox=[375, 179, 1120, 328]
sudoku-cell[interactable] bbox=[1335, 1613, 1368, 1643]
sudoku-cell[interactable] bbox=[1436, 1763, 1470, 1793]
registration-mark-left-bottom: C M Y K bbox=[11, 2140, 19, 2183]
sudoku-logo-part: su bbox=[1140, 1555, 1182, 1583]
solution-cell: 3 bbox=[1373, 1955, 1385, 1966]
crop-mark bbox=[1472, 2200, 1496, 2224]
sudoku-cell[interactable] bbox=[1202, 1823, 1235, 1853]
sudoku-cell[interactable]: 3 bbox=[1369, 1703, 1402, 1733]
footer-rule bbox=[30, 2204, 1470, 2205]
solution-cell: 4 bbox=[1301, 1933, 1313, 1944]
solution-cell: 4 bbox=[1289, 1977, 1301, 1988]
section-rule bbox=[30, 836, 1128, 838]
divider bbox=[1138, 788, 1470, 789]
sudoku-section bbox=[1138, 1552, 1470, 2202]
dropcap: ପ୍ର bbox=[1138, 78, 1202, 121]
sudoku-cell[interactable] bbox=[1235, 1733, 1268, 1763]
district-name: ଖୋର୍ଦ୍ଧା bbox=[41, 300, 146, 340]
sudoku-cell[interactable] bbox=[1302, 1733, 1335, 1763]
divider bbox=[1138, 990, 1470, 991]
black-dot bbox=[748, 2216, 760, 2228]
solution-cell: 9 bbox=[1313, 1944, 1325, 1955]
article3-contact: ଏଆଇଭି-୫, ପ୍ଲଟ ନଂ ୩, ଭୁବନେଶ୍ୱର, ମୋ-୯୯୩୭୫୯୯୪୫୮୯ bbox=[860, 2184, 1128, 2197]
black-dot bbox=[1238, 2216, 1250, 2228]
flashback-item: ଭରତପୁରରେ ଦଙ୍ଗା ଯୋଗୁ ୨୮ ମୃତ । bbox=[1151, 1511, 1310, 1524]
sudoku-cell[interactable]: 1 bbox=[1235, 1793, 1268, 1823]
black-dot bbox=[328, 2216, 340, 2228]
poem-line: ଆଜି ଏଥି ସ୍ୱଚ ଅଭିଯାନ bbox=[101, 119, 206, 132]
solution-cell: 9 bbox=[1373, 1933, 1385, 1944]
solution-cell: 5 bbox=[1373, 1988, 1385, 1999]
crop-mark bbox=[4, 8, 28, 32]
district-diary-box bbox=[30, 256, 365, 364]
sudoku-cell[interactable] bbox=[1302, 1673, 1335, 1703]
solution-cell: 3 bbox=[1373, 2021, 1385, 2032]
article2-left bbox=[30, 844, 365, 1579]
sudoku-cell[interactable] bbox=[1302, 1763, 1335, 1793]
sudoku-cell[interactable] bbox=[1169, 1613, 1202, 1643]
sudoku-cell[interactable] bbox=[1235, 1643, 1268, 1673]
solution-cell: 5 bbox=[1313, 1933, 1325, 1944]
chirantani-poem bbox=[31, 58, 364, 206]
solution-cell: 5 bbox=[1301, 1977, 1313, 1988]
quote-author: -ଶ୍ରୀମା bbox=[989, 34, 1021, 45]
solution-cell: 3 bbox=[1289, 1933, 1301, 1944]
sudoku-footer: ଅଙ୍କ ଉତ୍ତର: ଗୋଟିଏ ଗୋଟିଏ ବର୍ଗରେ ଗୋଟିଏ ଅଙ୍କ ପୁରାଇବା ବ୍ୟବହାର କରିବେ । bbox=[1138, 2097, 1450, 2108]
contact-box bbox=[1138, 1178, 1470, 1393]
section-header bbox=[1138, 12, 1470, 72]
color-bar bbox=[700, 2216, 760, 2230]
poem-line: ନିଉଜ ଦେଖା ମର୍ତ୍ତ ଜୋଉନ୍ତୁ bbox=[101, 85, 224, 98]
solution-cell: 6 bbox=[1337, 1966, 1349, 1977]
registration-mark-right-bottom: C M Y K bbox=[1481, 2140, 1489, 2183]
solution-cell: 5 bbox=[1349, 1999, 1361, 2010]
poem-line: କିଏ ତୁମେ ଚିର ନିର୍ଦ୍ଦୟ bbox=[101, 136, 189, 149]
sudoku-cell[interactable]: 4 bbox=[1402, 1703, 1435, 1733]
sudoku-cell[interactable]: 2 bbox=[1302, 1613, 1335, 1643]
sudoku-cell[interactable]: 9 bbox=[1169, 1793, 1202, 1823]
dropcap: ୧୬ bbox=[30, 1672, 79, 1715]
solution-cell: 8 bbox=[1373, 1977, 1385, 1988]
registration-mark-left: C M Y K bbox=[11, 60, 19, 103]
solution-cell: 8 bbox=[1325, 1944, 1337, 1955]
solution-cell: 2 bbox=[1325, 1977, 1337, 1988]
solution-cell: 5 bbox=[1361, 1944, 1373, 1955]
contact-email1-note: (Use only for letters to Editor, news & news photos) bbox=[1161, 1274, 1447, 1287]
solution-cell: 8 bbox=[1313, 1999, 1325, 2010]
solution-cell: 9 bbox=[1301, 2021, 1313, 2032]
solution-cell: 8 bbox=[1385, 1933, 1397, 1944]
flashback-title2: ତଳର ଧରିତ୍ରୀ bbox=[1259, 1445, 1384, 1470]
solution-cell: 7 bbox=[1325, 1933, 1337, 1944]
article2-contact: ମୋ-୯୪୩୭୦୨୦୬୬୪ bbox=[1029, 1560, 1120, 1573]
solution-cell: 5 bbox=[1301, 1966, 1313, 1977]
sudoku-cell[interactable] bbox=[1202, 1703, 1235, 1733]
sudoku-cell[interactable] bbox=[1202, 1643, 1235, 1673]
solution-cell: 3 bbox=[1301, 2010, 1313, 2021]
sudoku-cell[interactable] bbox=[1302, 1703, 1335, 1733]
solution-cell: 7 bbox=[1289, 1944, 1301, 1955]
sudoku-cell[interactable]: 5 bbox=[1269, 1733, 1302, 1763]
contact-address: ସମ୍ପାଦକ, ଧରିତ୍ରୀ, ବି-୨୬, ଇଣ୍ଡଷ୍ଟ୍ରିଆଲ ଏଷ୍ଟେଟ, ଭୁବନେଶ୍ୱର-୭୫୧୦୧୦ bbox=[1190, 1206, 1418, 1236]
cyan-dot bbox=[700, 2216, 712, 2228]
solution-cell: 1 bbox=[1373, 1966, 1385, 1977]
contact-intro: ପାଠକ ଶ୍ରେଷ୍ଠ ବିଚାରକ ସ୍ତମ୍ଭକୁ ପତ୍ର ପଠାଇବାର ଠିକଣା: bbox=[1175, 1189, 1433, 1202]
sudoku-cell[interactable] bbox=[1169, 1763, 1202, 1793]
sudoku-header bbox=[1138, 1552, 1470, 1586]
article3-body-text: ୧୬ ଡିସେମ୍ବର ୧୯୭୧ ତାରିଖ । ସମସ୍ତ ଭାରତୀୟଙ୍କ ପାଇଁ ଏକ ଗୌରବମୟ ଦିନ । ଏହି ଦିନ ପାକିସ୍ତାନ ସେନା ଭାରତୀୟ ସେନା ନିକଟରେ ଆତ୍ମସମର୍ପଣ କରିଥିଲା ଓ ବାଂଲାଦେଶ ନାମକ ଏକ ନୂଆ ରାଷ୍ଟ୍ରର ଜନ୍ମ ହୋଇଥିଲା । ଏହି ଯୁଦ୍ଧ ମାତ୍ର ୧୩ ଦିନ ଚାଲିଥିଲା । ପୂର୍ବ ପାକିସ୍ତାନରେ ପାକିସ୍ତାନ ସେନାର ଅତ୍ୟାଚାର ଯୋଗୁଁ ଲକ୍ଷ ଲକ୍ଷ ଶରଣାର୍ଥୀ ଭାରତକୁ ଆସିଥିଲେ । ତତ୍କାଳୀନ ପ୍ରଧାନମନ୍ତ୍ରୀ ଇନ୍ଦିରା ଗାନ୍ଧୀ ଦୃଢ଼ ନିଷ୍ପତ୍ତି ନେଇଥିଲେ । ସେନାଧ୍ୟକ୍ଷ ଜେନେରାଲ ସାମ ମାନେକଶ'ଙ୍କ ନେତୃତ୍ୱରେ ଭାରତୀୟ ସେନା ଅଭୂତପୂର୍ବ ସାହସ ଦେଖାଇଥିଲା । ଜେନେରାଲ ଜଗଜିତ ସିଂ ଅରୋରାଙ୍କ ସମ୍ମୁଖରେ ପାକିସ୍ତାନର ଲେଫ୍ଟନାଣ୍ଟ ଜେନେରାଲ ନିଆଜି ଢାକାରେ ଆତ୍ମସମର୍ପଣ ଦଲିଲରେ ଦସ୍ତଖତ କରିଥିଲେ । ପ୍ରାୟ ୯୩ ହଜାର ପାକିସ୍ତାନୀ ସୈନିକ ଯୁଦ୍ଧବନ୍ଦୀ ହୋଇଥିଲେ । ଦ୍ୱିତୀୟ ବିଶ୍ୱଯୁଦ୍ଧ ପରେ ଏହା ଥିଲା ସବୁଠାରୁ ବଡ଼ ସାମରିକ ଆତ୍ମସମର୍ପଣ । ଭାରତୀୟ ବାୟୁସେନା ଓ ନୌସେନା ମଧ୍ୟ ଏହି ଯୁଦ୍ଧରେ ଗୁରୁତ୍ୱପୂର୍ଣ୍ଣ ଭୂମିକା ଗ୍ରହଣ କରିଥିଲେ । କରାଚି ବନ୍ଦରରେ ନୌସେନାର ଆକ୍ରମଣ ପାକିସ୍ତାନକୁ ଦୁର୍ବଳ କରିଦେଇଥିଲା । ପଶ୍ଚିମ ସୀମାରେ ଲୋଙ୍ଗେୱାଲା ଯୁଦ୍ଧ ଭାରତୀୟ ସୈନିକଙ୍କ ବୀରତ୍ୱର ଏକ ଉଜ୍ଜ୍ୱଳ ଉଦାହରଣ । ଏହି ଯୁଦ୍ଧରେ ଅନେକ ଭାରତୀୟ ସୈନିକ ଶହୀଦ ହୋଇଥିଲେ । ସେମାନଙ୍କ ବଳିଦାନ ଆମେ କେବେ ଭୁଲିପାରିବା ନାହିଁ । ପ୍ରତିବର୍ଷ ୧୬ ଡିସେମ୍ବରକୁ ବିଜୟ ଦିବସ ଭାବେ ପାଳନ କରାଯାଏ । ଏହି ବିଜୟ ଭାରତକୁ ଦକ୍ଷିଣ ଏସିଆର ଏକ ଶକ୍ତିଶାଳୀ ରାଷ୍ଟ୍ର ଭାବେ ପ୍ରତିଷ୍ଠିତ କରିଥିଲା । ଆଜି ମଧ୍ୟ ଏହି ଇତିହାସ ଯୁବପିଢ଼ିକୁ ଦେଶପ୍ରେମର ପ୍ରେରଣା ଦିଏ । ମୁକ୍ତିଯୋଦ୍ଧାମାନଙ୍କ ସହଯୋଗରେ ବାଂଲାଦେଶ ସ୍ୱାଧୀନ ହୋଇଥିଲା ଓ ଶେଖ ମୁଜିବୁର ରହମାନ ସେ ଦେଶର ପ୍ରଥମ ରାଷ୍ଟ୍ରପତି ହୋଇଥିଲେ । ଭାରତ ଓ ବାଂଲାଦେଶ ମଧ୍ୟରେ ବନ୍ଧୁତ୍ୱର ଏହା ହିଁ ମୂଳଦୁଆ । ଏହି ଯୁଦ୍ଧ ପ୍ରମାଣ କରିଥିଲା ଯେ ମାନବିକତା ପାଇଁ ଭାରତ ସବୁବେଳେ ଆଗେଇ ଆସେ । bbox=[30, 1673, 1128, 1777]
sudoku-cell[interactable]: 8 bbox=[1269, 1643, 1302, 1673]
sudoku-cell[interactable] bbox=[1302, 1793, 1335, 1823]
article2-mid bbox=[375, 952, 740, 1579]
column-rule bbox=[372, 12, 373, 832]
solution-cell: 4 bbox=[1337, 1999, 1349, 2010]
magenta-dot bbox=[716, 2216, 728, 2228]
solution-cell: 1 bbox=[1337, 2021, 1349, 2032]
yellow-dot bbox=[732, 2216, 744, 2228]
sudoku-cell[interactable] bbox=[1436, 1853, 1470, 1883]
sudoku-credit: Puzzles by Srikant Ghosh bbox=[1138, 1586, 1242, 1596]
letters-header-text: ପାଠକ ଶ୍ରେଷ୍ଠ ବିଚାରକ bbox=[1200, 372, 1390, 396]
sudoku-cell[interactable]: 8 bbox=[1169, 1673, 1202, 1703]
article2-title: ରୂପର ମୋହ bbox=[554, 849, 941, 942]
solution-cell: 7 bbox=[1385, 2010, 1397, 2021]
solution-cell: 3 bbox=[1385, 1977, 1397, 1988]
solution-cell: 3 bbox=[1361, 1999, 1373, 2010]
flashback-box bbox=[1138, 1406, 1470, 1536]
section-rule bbox=[30, 1584, 1128, 1586]
sudoku-cell[interactable] bbox=[1202, 1793, 1235, 1823]
solution-cell: 6 bbox=[1373, 1944, 1385, 1955]
solution-cell: 7 bbox=[1385, 1955, 1397, 1966]
letter2-body-text: ଯୁବଗୋଷ୍ଠୀ ଦେଶର ଭବିଷ୍ୟତ । ସେମାନେ ରାଜନୀତି ପ୍ରତି ଆଗ୍ରହୀ ନ ହେଲେ ସଚ୍ଚୋଟ ଲୋକ ରାଜନୀତିକୁ ଆସିବେ ନାହିଁ । ଶିକ୍ଷିତ ଯୁବକ ଯୁବତୀଙ୍କୁ ଗଣତନ୍ତ୍ରିକ ପ୍ରକ୍ରିୟାରେ ସକ୍ରିୟ ଭାଗ ନେବାକୁ ପଡ଼ିବ । ରାଜନୀତିକୁ ଖରାପ ବୋଲି ଦୂରେଇ ରହିଲେ ଖରାପ ଲୋକ ହିଁ ଶାସନ କରିବେ । bbox=[1138, 821, 1470, 879]
alert-body-text: ଖୋର୍ଦ୍ଧା ଜିଲାର ମଧ୍ୟରୁ ମଦ୍ଧଳ ଘରୋଇ ରାଜ୍ୟ ତଥା ଦେଶ ପାଇଁ ସତର୍କ ଘଣ୍ଟି ବଜାଉଛି । ଏ ଦିଗରେ ସାବଧାନ ନ ହେଲେ ଉଠାଇବ ଘନ ନିଷ୍ଠିତ ଭୋଗଦେବ । ଖୋର୍ଦ୍ଧା ଜଙ୍ଗଲ ରୁ ଖୁର୍ଦ୍ଧା ଜିଲା ତଥା ଭୂବନେଶ୍ୱର ପର୍ଯ୍ୟନ୍ତ ଅନେକ ହାତୀ ଓ ଅନ୍ୟ ବନ୍ୟ ପ୍ରାଣୀ ଆସି ମନୁଷ୍ୟ ବସତିରେ ପ୍ରବେଶ କରୁଛନ୍ତି । ପ୍ରଶାସନ ଏହାକୁ ଗୁରୁତ୍ୱର ସହ ବିଚାର କରିବା ଉଚିତ୍ । ଦୀର୍ଘ ଦିନ ଧରି ଜଙ୍ଗଲ ନଷ୍ଟ ହେବା ଫଳରେ ଏହି ସମସ୍ୟା ଉପୁଜିଛି । ଏବେ ଶୀତ ଋତୁରେ ଖାଦ୍ୟ ଅଭାବରୁ ହାତୀ ପଲ ଗ୍ରାମ ଅଭିମୁଖେ ଆସୁଛନ୍ତି ଓ ଫସଲ ନଷ୍ଟ କରୁଛନ୍ତି । ଲୋକମାନେ ରାତି ଅନିଦ୍ରାରେ କଟାଉଛନ୍ତି । ଜଙ୍ଗଲ ସୁରକ୍ଷା ପାଇଁ ସମସ୍ତଙ୍କୁ ସଚେତନ ହେବାକୁ ପଡ଼ିବ । ଗଛ ଲଗାଇବା ଓ ଜଙ୍ଗଲ ରକ୍ଷା କରିବା ହିଁ ଏହାର ସ୍ଥାୟୀ ସମାଧାନ । ସରକାର ଓ ବନ ବିଭାଗ ମିଳିତ ଭାବେ ଯୋଜନା କରି ମନୁଷ୍ୟ-ହାତୀ ସଂଘର୍ଷ ରୋକିବାକୁ ପଦକ୍ଷେପ ନେବା ଆବଶ୍ୟକ । bbox=[30, 409, 365, 574]
sudoku-cell[interactable] bbox=[1369, 1823, 1402, 1853]
bharatbarsha-body bbox=[1138, 78, 1470, 356]
column-rule bbox=[372, 844, 373, 1579]
solution-cell: 3 bbox=[1325, 1988, 1337, 1999]
sudoku-cell[interactable]: 9 bbox=[1335, 1703, 1368, 1733]
solution-cell: 2 bbox=[1385, 1944, 1397, 1955]
solution-cell: 2 bbox=[1301, 1999, 1313, 2010]
brand-logo bbox=[1029, 13, 1119, 67]
sudoku-cell[interactable] bbox=[1369, 1763, 1402, 1793]
